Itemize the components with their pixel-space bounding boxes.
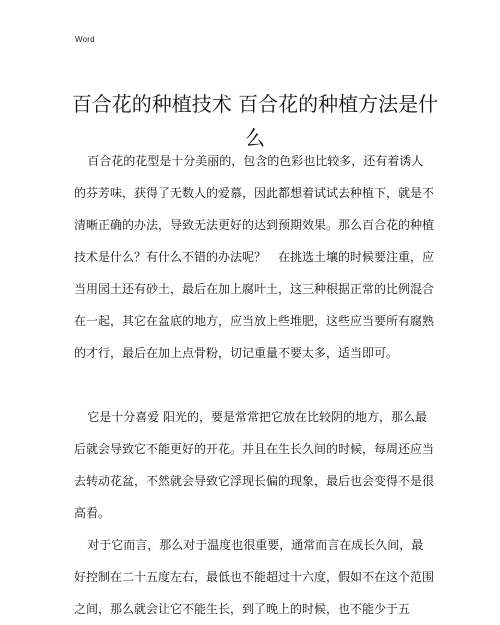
paragraph-3: 对于它而言，那么对于温度也很重要，通常而言在成长久间，最好控制在二十五度左右，最低也不能超过十六度，假如不在这个范围之间，那么就会让它不能生长，到了晚上的时候，也不能少于五 [74,538,435,616]
paragraph-1: 百合花的花型是十分美丽的，包含的色彩也比较多，还有着诱人的芬芳味，获得了无数人的爱慕，因此都想着试试去种植下，就是不清晰正确的办法，导致无法更好的达到预期效果。那么百合花的种植技术是什么？有什么不错的办法呢？ 在挑选土壤的时候要注重，应当用园土还有砂土，最后在加上腐叶土，这三种根据正常的比例混合在一起，其它在盆底的地方，应当放上些堆肥，这些应当要所有腐熟的才行，最后在加上点骨粉，切记重量不要太多，适当即可。 [74,154,435,360]
paragraph-2: 它是十分喜爱 阳光的，要是常常把它放在比较阴的地方，那么最后就会导致它不能更好的开花。并且在生长久间的时候，每周还应当去转动花盆，不然就会导致它浮现长偏的现象，最后也会变得不是很高看。 [74,410,435,520]
document-body [74,145,434,625]
header-label: Word [75,35,95,44]
paragraph-gap [74,369,434,401]
document-title: 百合花的种植技术 百合花的种植方法是什么 [71,92,439,151]
